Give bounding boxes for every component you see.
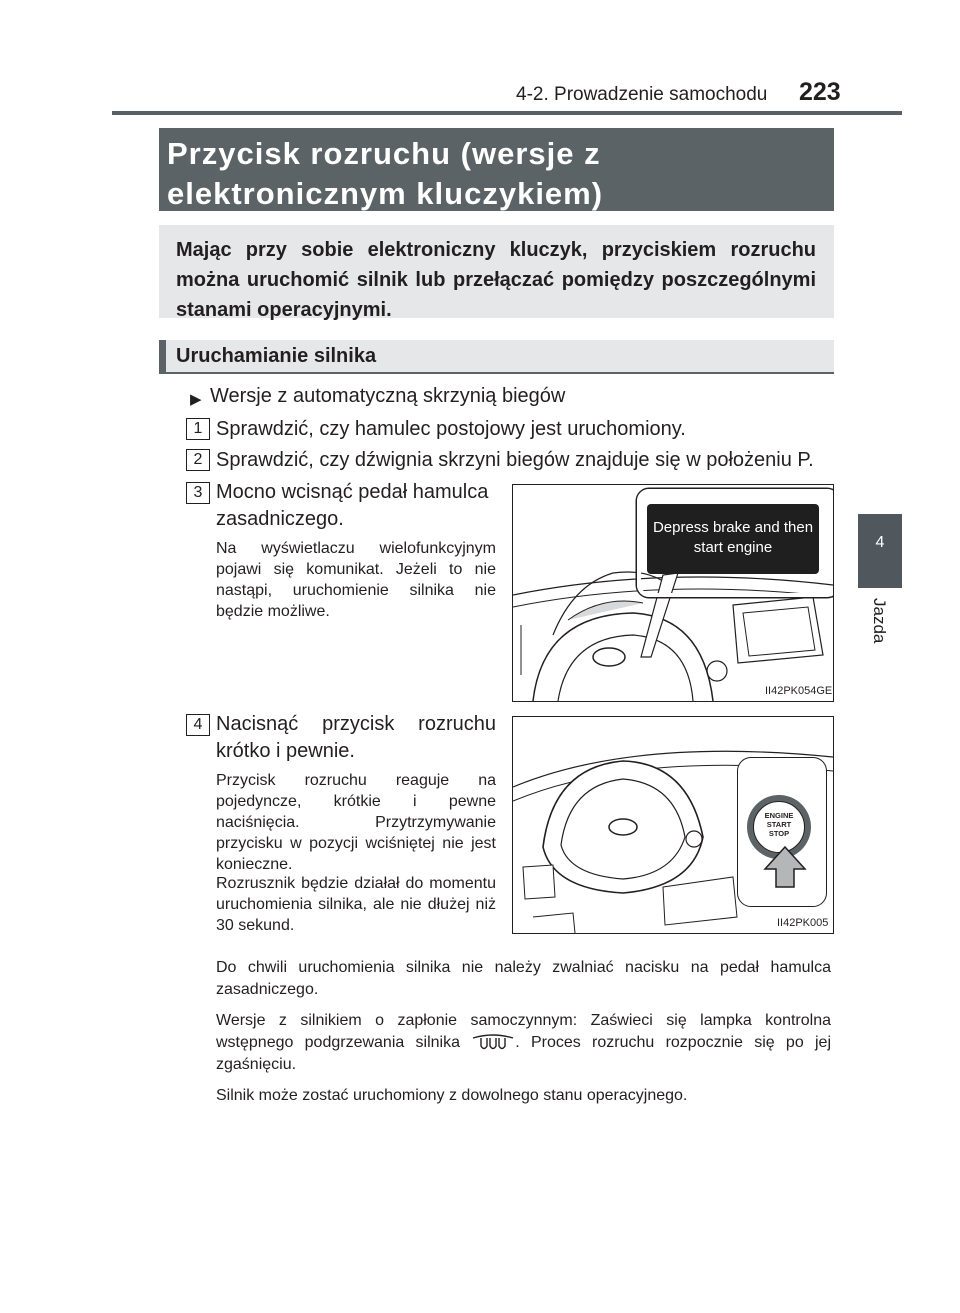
step-text: Nacisnąć przycisk rozruchu krótko i pewnie. [216,713,496,762]
section-title: 4-2. Prowadzenie samochodu [516,84,768,105]
note-any-state: Silnik może zostać uruchomiony z dowolnego stanu operacyjnego. [216,1087,688,1104]
button-label-line: STOP [768,829,790,838]
page-title: Przycisk rozruchu (wersje z elektronicznym kluczykiem) [167,136,604,211]
note-diesel-part2: . Proces rozruchu rozpocznie się po jej zgaśnięciu. [216,1034,831,1073]
step-number: 4 [186,714,210,736]
step-note: Przycisk rozruchu reaguje na pojedyncze, krótkie i pewne naciśnięcia. Przytrzymywanie przycisku w pozycji wciśniętej nie jest konieczne. [216,772,496,873]
figure-start-button [512,716,834,934]
header-rule [112,111,902,115]
callout-text: Depress brake and then start engine [652,519,814,556]
step-number: 2 [186,449,210,471]
step-number: 1 [186,418,210,440]
note-diesel [216,1010,831,1076]
display-message-callout [647,504,819,574]
subheading: Uruchamianie silnika [176,345,377,367]
note-diesel-part1: Wersje z silnikiem o zapłonie samoczynnym: Zaświeci się lampka kontrolna wstępnego podgrzewania silnika [216,1012,831,1051]
button-label-line: START [766,820,792,829]
step-note: Rozrusznik będzie działał do momentu uruchomienia silnika, ale nie dłużej niż 30 sekund. [216,875,496,934]
button-label [753,811,805,838]
glow-plug-icon [471,1034,515,1052]
chapter-label-text: Jazda [870,598,889,644]
page-number: 223 [799,78,841,106]
variant-label: Wersje z automatyczną skrzynią biegów [210,385,566,407]
step-number: 3 [186,482,210,504]
step-text: Sprawdzić, czy dźwignia skrzyni biegów znajduje się w położeniu P. [216,449,814,471]
step-text: Mocno wcisnąć pedał hamulca zasadniczego. [216,481,489,530]
press-arrow-icon [763,845,807,889]
note-brake: Do chwili uruchomienia silnika nie należy zwalniać nacisku na pedał hamulca zasadniczego. [216,959,831,998]
chapter-label [854,598,904,658]
intro-text: Mając przy sobie elektroniczny kluczyk, przyciskiem rozruchu można uruchomić silnik lub przełączać pomiędzy poszczególnymi stanami operacyjnymi. [176,239,816,321]
step-text: Sprawdzić, czy hamulec postojowy jest uruchomiony. [216,418,686,440]
chapter-number: 4 [875,534,885,551]
figure-code: II42PK054GE [765,685,833,697]
button-label-line: ENGINE [764,811,794,820]
figure-code: II42PK005 [777,917,829,929]
triangle-bullet-icon: ▶ [190,391,202,408]
step-note: Na wyświetlaczu wielofunkcyjnym pojawi się komunikat. Jeżeli to nie nastąpi, uruchomienie silnika nie będzie możliwe. [216,540,496,620]
